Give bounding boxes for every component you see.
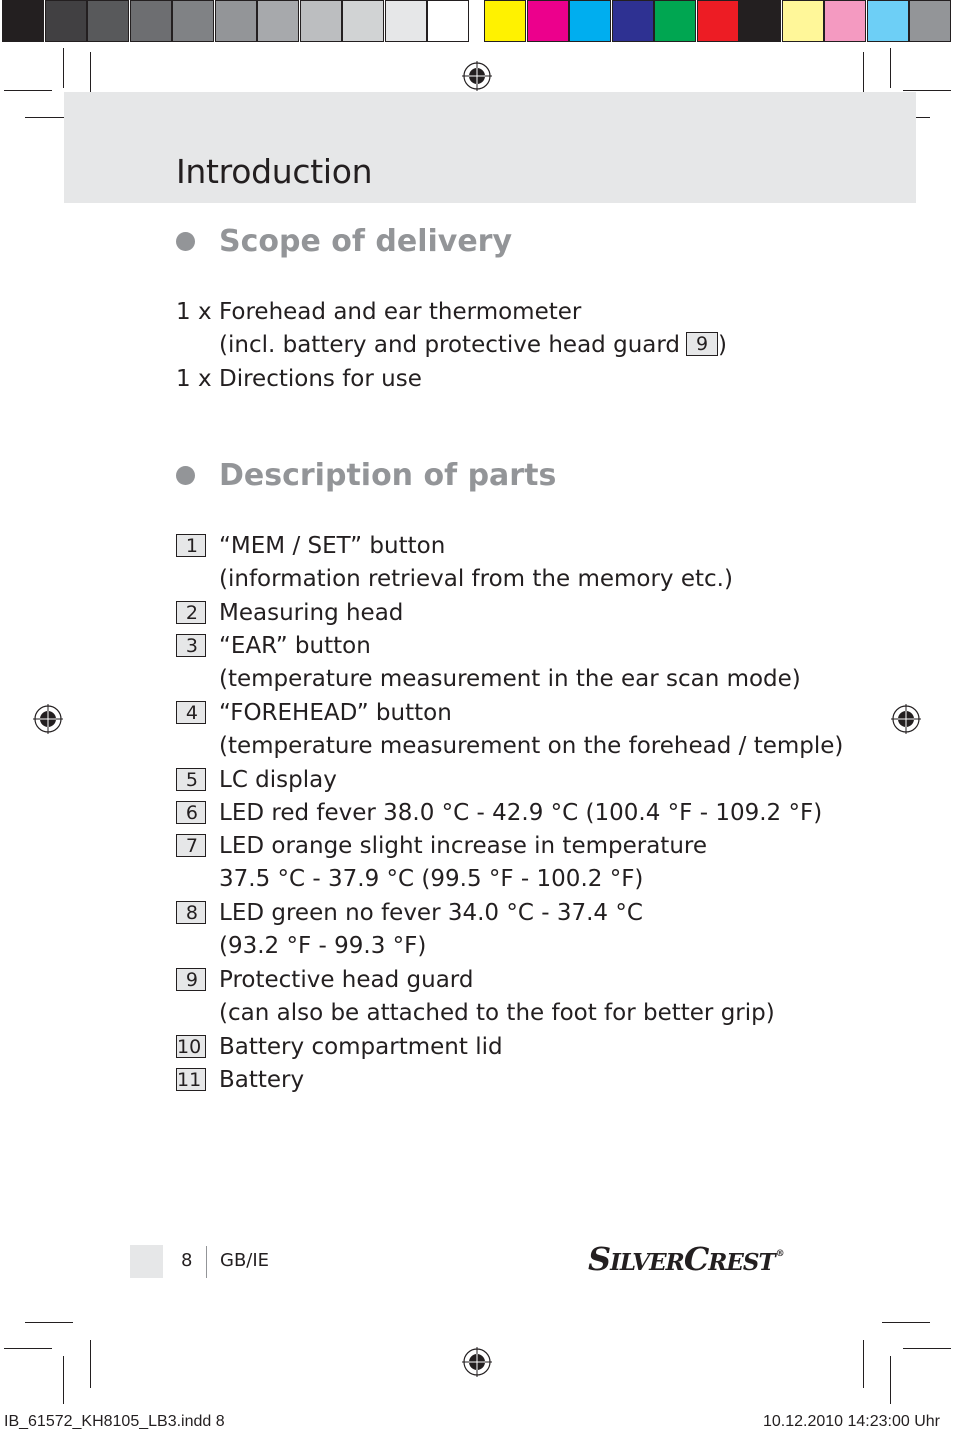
- color-swatch: [527, 0, 569, 42]
- part-description: (93.2 °F - 99.3 °F): [219, 933, 427, 959]
- color-swatch: [697, 0, 739, 42]
- crop-mark: [882, 1322, 930, 1323]
- color-swatch: [782, 0, 824, 42]
- crop-mark: [4, 90, 52, 91]
- scope-item-text: Forehead and ear thermometer: [219, 299, 582, 325]
- scope-item-text-part: (incl. battery and protective head guard: [219, 332, 681, 358]
- crop-mark: [903, 90, 951, 91]
- gray-swatch: [427, 0, 469, 42]
- part-number-box: 9: [176, 968, 206, 991]
- crop-mark: [863, 1340, 864, 1388]
- registration-mark-icon: [462, 1347, 492, 1377]
- part-number-box: 11: [176, 1068, 206, 1091]
- registration-mark-icon: [33, 704, 63, 734]
- crop-mark: [90, 1340, 91, 1388]
- part-description: “FOREHEAD” button: [219, 700, 452, 726]
- crop-mark: [903, 1348, 951, 1349]
- part-description: (can also be attached to the foot for better grip): [219, 1000, 775, 1026]
- color-swatch: [654, 0, 696, 42]
- gray-swatch: [45, 0, 87, 42]
- color-swatch: [612, 0, 654, 42]
- scope-qty: 1 x: [176, 366, 212, 392]
- crop-mark: [25, 1322, 73, 1323]
- gray-swatch: [215, 0, 257, 42]
- part-number-box: 7: [176, 834, 206, 857]
- language-code: GB/IE: [220, 1250, 270, 1271]
- part-description: LED red fever 38.0 °C - 42.9 °C (100.4 °F - 109.2 °F): [219, 800, 823, 826]
- color-bar: [484, 0, 952, 44]
- part-description: LC display: [219, 767, 337, 793]
- gray-swatch: [172, 0, 214, 42]
- color-swatch: [484, 0, 526, 42]
- registration-mark-icon: [462, 61, 492, 91]
- part-number-box: 1: [176, 534, 206, 557]
- color-swatch: [569, 0, 611, 42]
- part-number-box: 10: [176, 1035, 206, 1058]
- parts-heading: [176, 458, 556, 493]
- gray-swatch: [257, 0, 299, 42]
- scope-item-text-part: ): [718, 332, 727, 358]
- crop-mark: [890, 1356, 891, 1404]
- gray-swatch: [300, 0, 342, 42]
- part-description: Protective head guard: [219, 967, 474, 993]
- part-description: “EAR” button: [219, 633, 371, 659]
- file-slug: IB_61572_KH8105_LB3.indd 8: [4, 1413, 225, 1430]
- gray-swatch: [342, 0, 384, 42]
- silvercrest-logo: SILVERCREST®: [588, 1240, 784, 1278]
- part-description: (temperature measurement on the forehead / temple): [219, 733, 844, 759]
- gray-swatch: [2, 0, 44, 42]
- part-description: (temperature measurement in the ear scan mode): [219, 666, 801, 692]
- part-description: Battery compartment lid: [219, 1034, 503, 1060]
- crop-mark: [63, 48, 64, 88]
- gray-scale-bar: [2, 0, 470, 44]
- scope-qty: 1 x: [176, 299, 212, 325]
- bullet-icon: [176, 232, 195, 251]
- part-number-box: 8: [176, 901, 206, 924]
- part-number-box: 3: [176, 634, 206, 657]
- gray-swatch: [130, 0, 172, 42]
- timestamp-slug: 10.12.2010 14:23:00 Uhr: [762, 1413, 940, 1430]
- crop-mark: [4, 1348, 52, 1349]
- page-title: Introduction: [176, 152, 373, 191]
- part-reference-box: 9: [686, 332, 718, 356]
- footer-divider: [206, 1246, 207, 1278]
- color-swatch: [867, 0, 909, 42]
- part-number-box: 4: [176, 701, 206, 724]
- bullet-icon: [176, 466, 195, 485]
- part-number-box: 6: [176, 801, 206, 824]
- registration-mark-icon: [891, 704, 921, 734]
- parts-heading-text: Description of parts: [219, 458, 557, 493]
- gray-swatch: [87, 0, 129, 42]
- crop-mark: [63, 1356, 64, 1404]
- crop-mark: [890, 48, 891, 88]
- part-description: Measuring head: [219, 600, 404, 626]
- scope-heading: [176, 224, 512, 259]
- scope-item-text: Directions for use: [219, 366, 422, 392]
- scope-item-text: [219, 330, 727, 360]
- color-swatch: [824, 0, 866, 42]
- part-description: Battery: [219, 1067, 305, 1093]
- gray-swatch: [385, 0, 427, 42]
- part-description: “MEM / SET” button: [219, 533, 446, 559]
- part-description: (information retrieval from the memory etc.): [219, 566, 733, 592]
- color-swatch: [909, 0, 951, 42]
- part-description: LED green no fever 34.0 °C - 37.4 °C: [219, 900, 643, 926]
- scope-heading-text: Scope of delivery: [219, 224, 513, 259]
- part-description: LED orange slight increase in temperature: [219, 833, 707, 859]
- part-number-box: 5: [176, 768, 206, 791]
- footer-tab: [130, 1245, 163, 1278]
- page-number: 8: [181, 1250, 193, 1271]
- part-description: 37.5 °C - 37.9 °C (99.5 °F - 100.2 °F): [219, 866, 644, 892]
- color-swatch: [739, 0, 781, 42]
- part-number-box: 2: [176, 601, 206, 624]
